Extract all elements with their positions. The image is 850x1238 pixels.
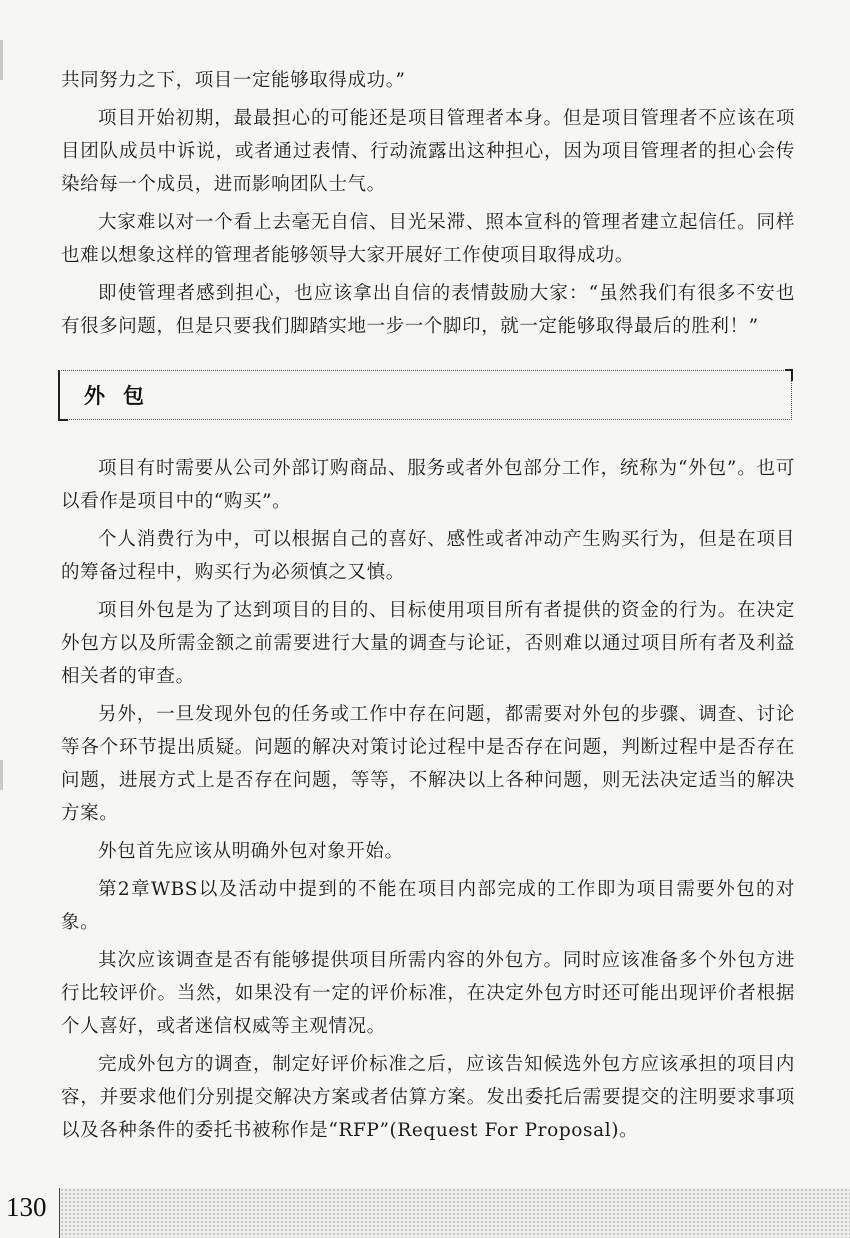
paragraph: 项目开始初期，最最担心的可能还是项目管理者本身。但是项目管理者不应该在项目团队成员中诉说，或者通过表情、行动流露出这种担心，因为项目管理者的担心会传染给每一个成员，进而影响团队士气。 bbox=[61, 108, 795, 195]
section-heading-box bbox=[58, 370, 792, 420]
heading-corner bbox=[58, 413, 68, 421]
binding-mark bbox=[0, 40, 3, 80]
text-block-top bbox=[61, 64, 795, 348]
paragraph: 其次应该调查是否有能够提供项目所需内容的外包方。同时应该准备多个外包方进行比较评价。当然，如果没有一定的评价标准，在决定外包方时还可能出现评价者根据个人喜好，或者迷信权威等主观情况。 bbox=[61, 950, 795, 1037]
paragraph: 共同努力之下，项目一定能够取得成功。” bbox=[61, 70, 406, 91]
paragraph: 大家难以对一个看上去毫无自信、目光呆滞、照本宣科的管理者建立起信任。同样也难以想象这样的管理者能够领导大家开展好工作使项目取得成功。 bbox=[61, 212, 795, 266]
paragraph: 项目有时需要从公司外部订购商品、服务或者外包部分工作，统称为“外包”。也可以看作是项目中的“购买”。 bbox=[61, 458, 795, 512]
paragraph: 完成外包方的调查，制定好评价标准之后，应该告知候选外包方应该承担的项目内容，并要求他们分别提交解决方案或者估算方案。发出委托后需要提交的注明要求事项以及各种条件的委托书被称作是“RFP”(Request For Proposal)。 bbox=[61, 1054, 795, 1141]
footer-dot-band bbox=[0, 1188, 850, 1238]
page-number: 130 bbox=[0, 1188, 60, 1238]
paragraph: 外包首先应该从明确外包对象开始。 bbox=[98, 841, 404, 862]
binding-mark bbox=[0, 760, 3, 790]
paragraph: 个人消费行为中，可以根据自己的喜好、感性或者冲动产生购买行为，但是在项目的筹备过程中，购买行为必须慎之又慎。 bbox=[61, 529, 795, 583]
heading-corner bbox=[785, 369, 793, 381]
paragraph: 项目外包是为了达到项目的目的、目标使用项目所有者提供的资金的行为。在决定外包方以及所需金额之前需要进行大量的调查与论证，否则难以通过项目所有者及利益相关者的审查。 bbox=[61, 600, 795, 687]
paragraph: 另外，一旦发现外包的任务或工作中存在问题，都需要对外包的步骤、调查、讨论等各个环节提出质疑。问题的解决对策讨论过程中是否存在问题，判断过程中是否存在问题，进展方式上是否存在问题，等等，不解决以上各种问题，则无法决定适当的解决方案。 bbox=[61, 704, 795, 824]
section-title: 外包 bbox=[84, 384, 162, 408]
text-block-main bbox=[61, 452, 795, 1152]
paragraph: 即使管理者感到担心，也应该拿出自信的表情鼓励大家：“虽然我们有很多不安也有很多问题，但是只要我们脚踏实地一步一个脚印，就一定能够取得最后的胜利！” bbox=[61, 283, 795, 337]
paragraph: 第2章WBS以及活动中提到的不能在项目内部完成的工作即为项目需要外包的对象。 bbox=[61, 879, 796, 933]
